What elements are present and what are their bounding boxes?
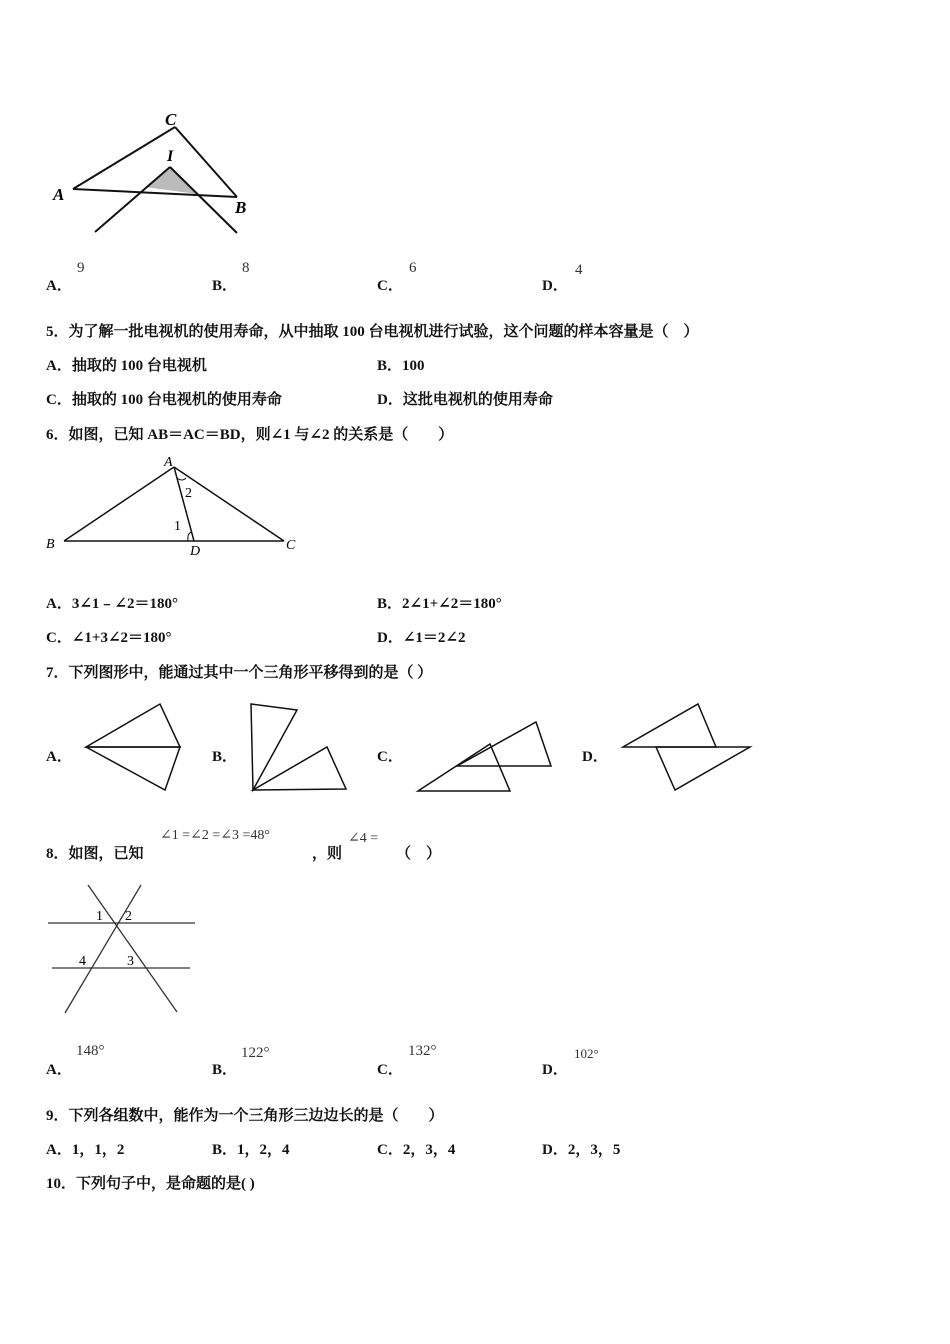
q5-option-a[interactable]: A．抽取的 100 台电视机 [46, 358, 207, 374]
q8-label-4: 4 [79, 954, 86, 969]
q4-option-d[interactable]: D． [542, 278, 568, 294]
q9-option-d[interactable]: D．2，3，5 [542, 1142, 621, 1158]
q6-angle-arc-2 [177, 478, 186, 480]
q4-line-ai [95, 167, 170, 232]
q4-line-ib [170, 167, 237, 233]
q4-option-a-value: 9 [77, 260, 85, 276]
q7-option-a[interactable]: A． [46, 749, 72, 765]
q8-option-b-value: 122° [241, 1045, 270, 1061]
q4-option-c[interactable]: C． [377, 278, 403, 294]
q4-option-a[interactable]: A． [46, 278, 72, 294]
q6-label-2: 2 [185, 486, 192, 501]
q7-stem: 7．下列图形中，能通过其中一个三角形平移得到的是（ ） [46, 665, 433, 681]
q7-option-b[interactable]: B． [212, 749, 238, 765]
q6-figure [44, 452, 300, 560]
q4-label-c: C [165, 110, 177, 129]
q4-option-d-value: 4 [575, 262, 583, 278]
q4-line-ab [73, 189, 237, 197]
q8-condition: ∠1 =∠2 =∠3 =48° [160, 828, 270, 843]
q7-option-c[interactable]: C． [377, 749, 403, 765]
q4-option-c-value: 6 [409, 260, 417, 276]
q8-figure [45, 880, 200, 1020]
q9-option-c[interactable]: C．2，3，4 [377, 1142, 456, 1158]
q8-stem-after: （ ） [396, 846, 442, 862]
q10-stem: 10．下列句子中，是命题的是( ) [46, 1176, 255, 1192]
q6-line-ab [64, 467, 174, 541]
q8-option-a-value: 148° [76, 1043, 105, 1059]
q8-stem-before: 8．如图，已知 [46, 846, 144, 862]
q7-a-triangle-bottom [86, 747, 180, 790]
q6-label-a: A [164, 455, 173, 470]
q8-option-d[interactable]: D． [542, 1062, 568, 1078]
q5-stem: 5．为了解一批电视机的使用寿命，从中抽取 100 台电视机进行试验，这个问题的样本容量是（ ） [46, 324, 699, 340]
q8-label-3: 3 [127, 954, 134, 969]
q8-transversal-2 [65, 885, 141, 1013]
q7-d-triangle-bottom [656, 747, 750, 790]
q6-label-c: C [286, 538, 296, 553]
q7-option-d[interactable]: D． [582, 749, 608, 765]
q9-option-a[interactable]: A．1，1，2 [46, 1142, 125, 1158]
q7-a-triangle-top [86, 704, 180, 747]
q8-option-d-value: 102° [574, 1046, 599, 1061]
q4-figure [45, 105, 265, 240]
q6-option-c[interactable]: C．∠1+3∠2＝180° [46, 630, 172, 646]
q6-stem: 6．如图，已知 AB＝AC＝BD，则∠1 与∠2 的关系是（ ） [46, 427, 454, 443]
q7-figure-b [245, 700, 355, 796]
q6-label-b: B [46, 537, 55, 552]
q6-option-d[interactable]: D．∠1＝2∠2 [377, 630, 466, 646]
q8-stem-middle: ，则 [312, 846, 343, 862]
q4-label-i: I [167, 148, 174, 165]
q8-transversal-1 [88, 885, 177, 1012]
q7-figure-d [618, 700, 758, 796]
q7-c-triangle-small [457, 722, 551, 766]
q7-figure-c [412, 718, 557, 798]
q4-option-b-value: 8 [242, 260, 250, 276]
q8-label-1: 1 [96, 909, 103, 924]
q4-shaded-triangle [145, 167, 197, 194]
q4-label-b: B [235, 198, 247, 217]
q6-option-a[interactable]: A．3∠1﹣∠2＝180° [46, 596, 178, 612]
q7-d-triangle-top [623, 704, 716, 747]
q5-option-c[interactable]: C．抽取的 100 台电视机的使用寿命 [46, 392, 282, 408]
q8-option-b[interactable]: B． [212, 1062, 238, 1078]
q9-option-b[interactable]: B．1，2，4 [212, 1142, 290, 1158]
q6-label-d: D [190, 544, 201, 559]
q5-option-d[interactable]: D．这批电视机的使用寿命 [377, 392, 553, 408]
q8-option-a[interactable]: A． [46, 1062, 72, 1078]
q8-label-2: 2 [125, 909, 132, 924]
q4-option-b[interactable]: B． [212, 278, 238, 294]
q5-option-b[interactable]: B．100 [377, 358, 425, 374]
q8-option-c[interactable]: C． [377, 1062, 403, 1078]
q9-stem: 9．下列各组数中，能作为一个三角形三边边长的是（ ） [46, 1108, 444, 1124]
q4-label-a: A [53, 185, 65, 204]
q7-c-triangle-large [418, 744, 510, 791]
q8-target: ∠4 = [348, 831, 379, 846]
q8-option-c-value: 132° [408, 1043, 437, 1059]
q7-figure-a [80, 698, 190, 798]
q6-option-b[interactable]: B．2∠1+∠2＝180° [377, 596, 502, 612]
q6-label-1: 1 [174, 519, 181, 534]
q7-b-triangle-2 [253, 747, 346, 790]
